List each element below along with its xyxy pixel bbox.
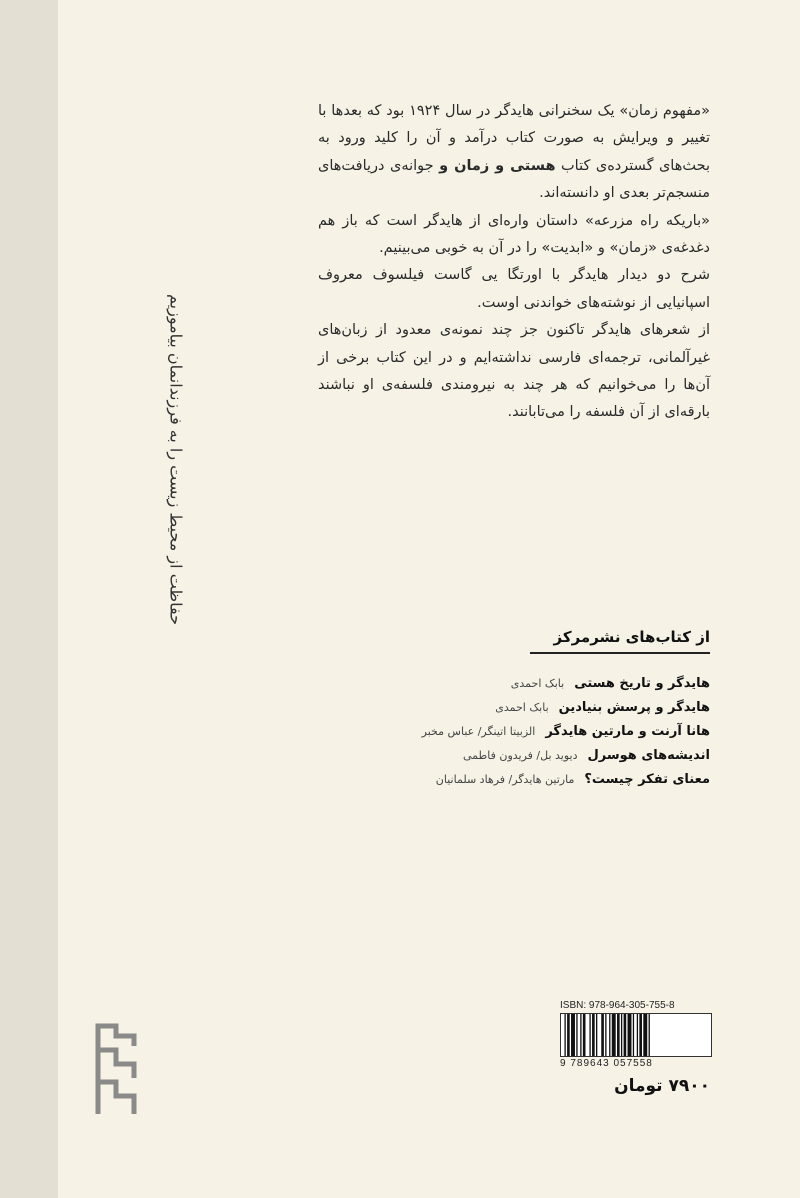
blurb-paragraph-2: «باریکه راه مزرعه» داستان واره‌ای از هایدگر است که باز هم دغدغه‌ی «زمان» و «ابدیت» را در آن به خوبی می‌بینیم. <box>318 212 710 257</box>
book-item <box>350 676 710 700</box>
book-author: دیوید بل/ فریدون فاطمی <box>462 749 578 762</box>
book-item <box>350 724 710 748</box>
blurb-p1-a: «مفهوم زمان» یک سخنرانی هایدگر در سال ۱۹۲۴ بود که بعدها با تغییر و ویرایش به صورت کتاب درآمد و آن را کلید ورود به بحث‌های گسترده‌ی کتاب <box>318 103 711 174</box>
book-author: الزبیتا اتینگر/ عباس مخبر <box>421 725 536 738</box>
blurb-paragraph-4: از شعرهای هایدگر تاکنون جز چند نمونه‌ی معدود از زبان‌های غیرآلمانی، ترجمه‌ای فارسی نداشته‌ایم و در این کتاب برخی از آن‌ها را می‌خوانیم که هر چند به نیرومندی فلسفه‌ی او نباشند بارقه‌ای از آن فلسفه را می‌تابانند. <box>318 322 710 421</box>
book-title: هایدگر و پرسش بنیادین <box>558 700 710 715</box>
book-title: هانا آرنت و مارتین هایدگر <box>545 724 710 739</box>
spine-text: حفاظت از محیط زیست را به فرزندانمان بیاموزیم <box>166 293 186 625</box>
blurb-p1-b: جوانه‌ی دریافت‌های منسجم‌تر بعدی او دانسته‌اند. <box>318 157 710 202</box>
book-title: اندیشه‌های هوسرل <box>587 748 710 763</box>
book-author: مارتین هایدگر/ فرهاد سلمانیان <box>435 773 575 786</box>
price: ۷۹۰۰ تومان <box>614 1076 710 1096</box>
book-item <box>350 772 710 796</box>
books-header: از کتاب‌های نشرمرکز <box>530 628 710 654</box>
book-author: بابک احمدی <box>510 677 565 690</box>
barcode-block <box>560 1000 712 1069</box>
book-author: بابک احمدی <box>495 701 549 714</box>
barcode-digits: 9 789643 057558 <box>560 1058 653 1069</box>
blurb-paragraph-3: شرح دو دیدار هایدگر با اورتگا یی گاست فیلسوف معروف اسپانیایی از نوشته‌های خواندنی اوست. <box>318 267 710 311</box>
book-title: هایدگر و تاریخ هستی <box>574 676 710 691</box>
publisher-logo-icon <box>94 1022 142 1114</box>
isbn-label: ISBN: 978-964-305-755-8 <box>560 1000 675 1011</box>
books-list <box>350 676 710 796</box>
left-band <box>0 0 58 1198</box>
book-item <box>350 700 710 724</box>
barcode-bars <box>563 1014 709 1056</box>
book-item <box>350 748 710 772</box>
blurb <box>318 98 710 427</box>
book-title: معنای تفکر چیست؟ <box>584 772 710 787</box>
blurb-p1-bold: هستی و زمان و <box>439 157 556 174</box>
barcode-icon <box>560 1013 712 1057</box>
blurb-paragraph-1 <box>318 98 710 208</box>
